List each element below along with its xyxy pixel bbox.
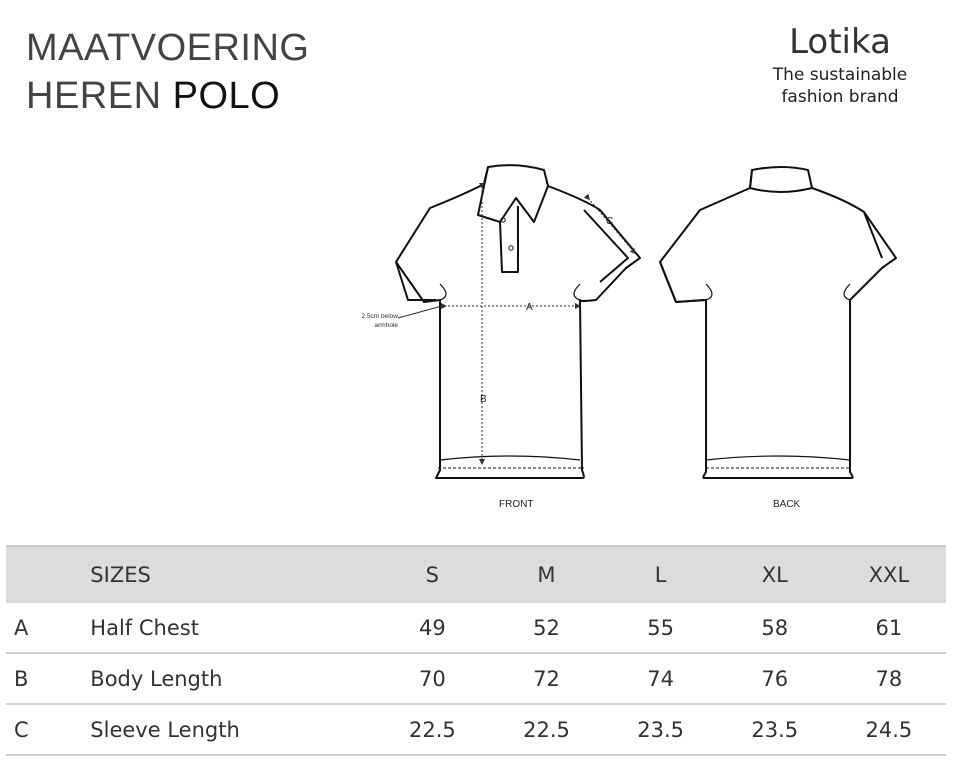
marker-a: A <box>526 302 533 313</box>
size-table-header <box>6 546 946 603</box>
row-value: 52 <box>489 603 603 653</box>
header-size-l: L <box>604 546 718 603</box>
row-value: 61 <box>832 603 946 653</box>
row-code: A <box>6 603 89 653</box>
title-line-2-b: POLO <box>172 75 281 117</box>
row-value: 70 <box>375 653 489 704</box>
row-value: 23.5 <box>604 704 718 755</box>
front-label: FRONT <box>499 499 534 510</box>
brand-tagline-1: The sustainable <box>772 65 908 85</box>
row-code: C <box>6 704 89 755</box>
header-size-s: S <box>375 546 489 603</box>
row-value: 58 <box>718 603 832 653</box>
row-value: 24.5 <box>832 704 946 755</box>
header-size-xl: XL <box>718 546 832 603</box>
row-value: 78 <box>832 653 946 704</box>
brand-name: Lotika <box>789 22 891 62</box>
row-name: Body Length <box>89 653 375 704</box>
row-value: 72 <box>489 653 603 704</box>
row-value: 74 <box>604 653 718 704</box>
title-line-2-a: HEREN <box>26 75 162 117</box>
table-row <box>6 603 946 653</box>
row-code: B <box>6 653 89 704</box>
row-value: 49 <box>375 603 489 653</box>
title-line-1: MAATVOERING <box>26 27 310 69</box>
back-label: BACK <box>773 499 801 510</box>
armhole-note <box>346 312 398 330</box>
row-value: 55 <box>604 603 718 653</box>
brand-tagline-2: fashion brand <box>781 87 899 107</box>
header-size-xxl: XXL <box>832 546 946 603</box>
row-value: 23.5 <box>718 704 832 755</box>
row-name: Half Chest <box>89 603 375 653</box>
marker-c: C <box>606 216 614 227</box>
header-size-m: M <box>489 546 603 603</box>
header-sizes: SIZES <box>89 546 375 603</box>
header-code <box>6 546 89 603</box>
table-row <box>6 704 946 755</box>
row-value: 22.5 <box>375 704 489 755</box>
armhole-note-line-1: 2.5cm below <box>361 313 398 320</box>
row-value: 22.5 <box>489 704 603 755</box>
row-name: Sleeve Length <box>89 704 375 755</box>
front-shirt-illustration <box>396 165 640 478</box>
back-shirt-illustration <box>660 167 896 478</box>
row-value: 76 <box>718 653 832 704</box>
marker-b: B <box>480 394 487 405</box>
note-pointer <box>398 306 442 318</box>
armhole-note-line-2: armhole <box>374 322 398 329</box>
size-table <box>6 545 946 756</box>
table-row <box>6 653 946 704</box>
